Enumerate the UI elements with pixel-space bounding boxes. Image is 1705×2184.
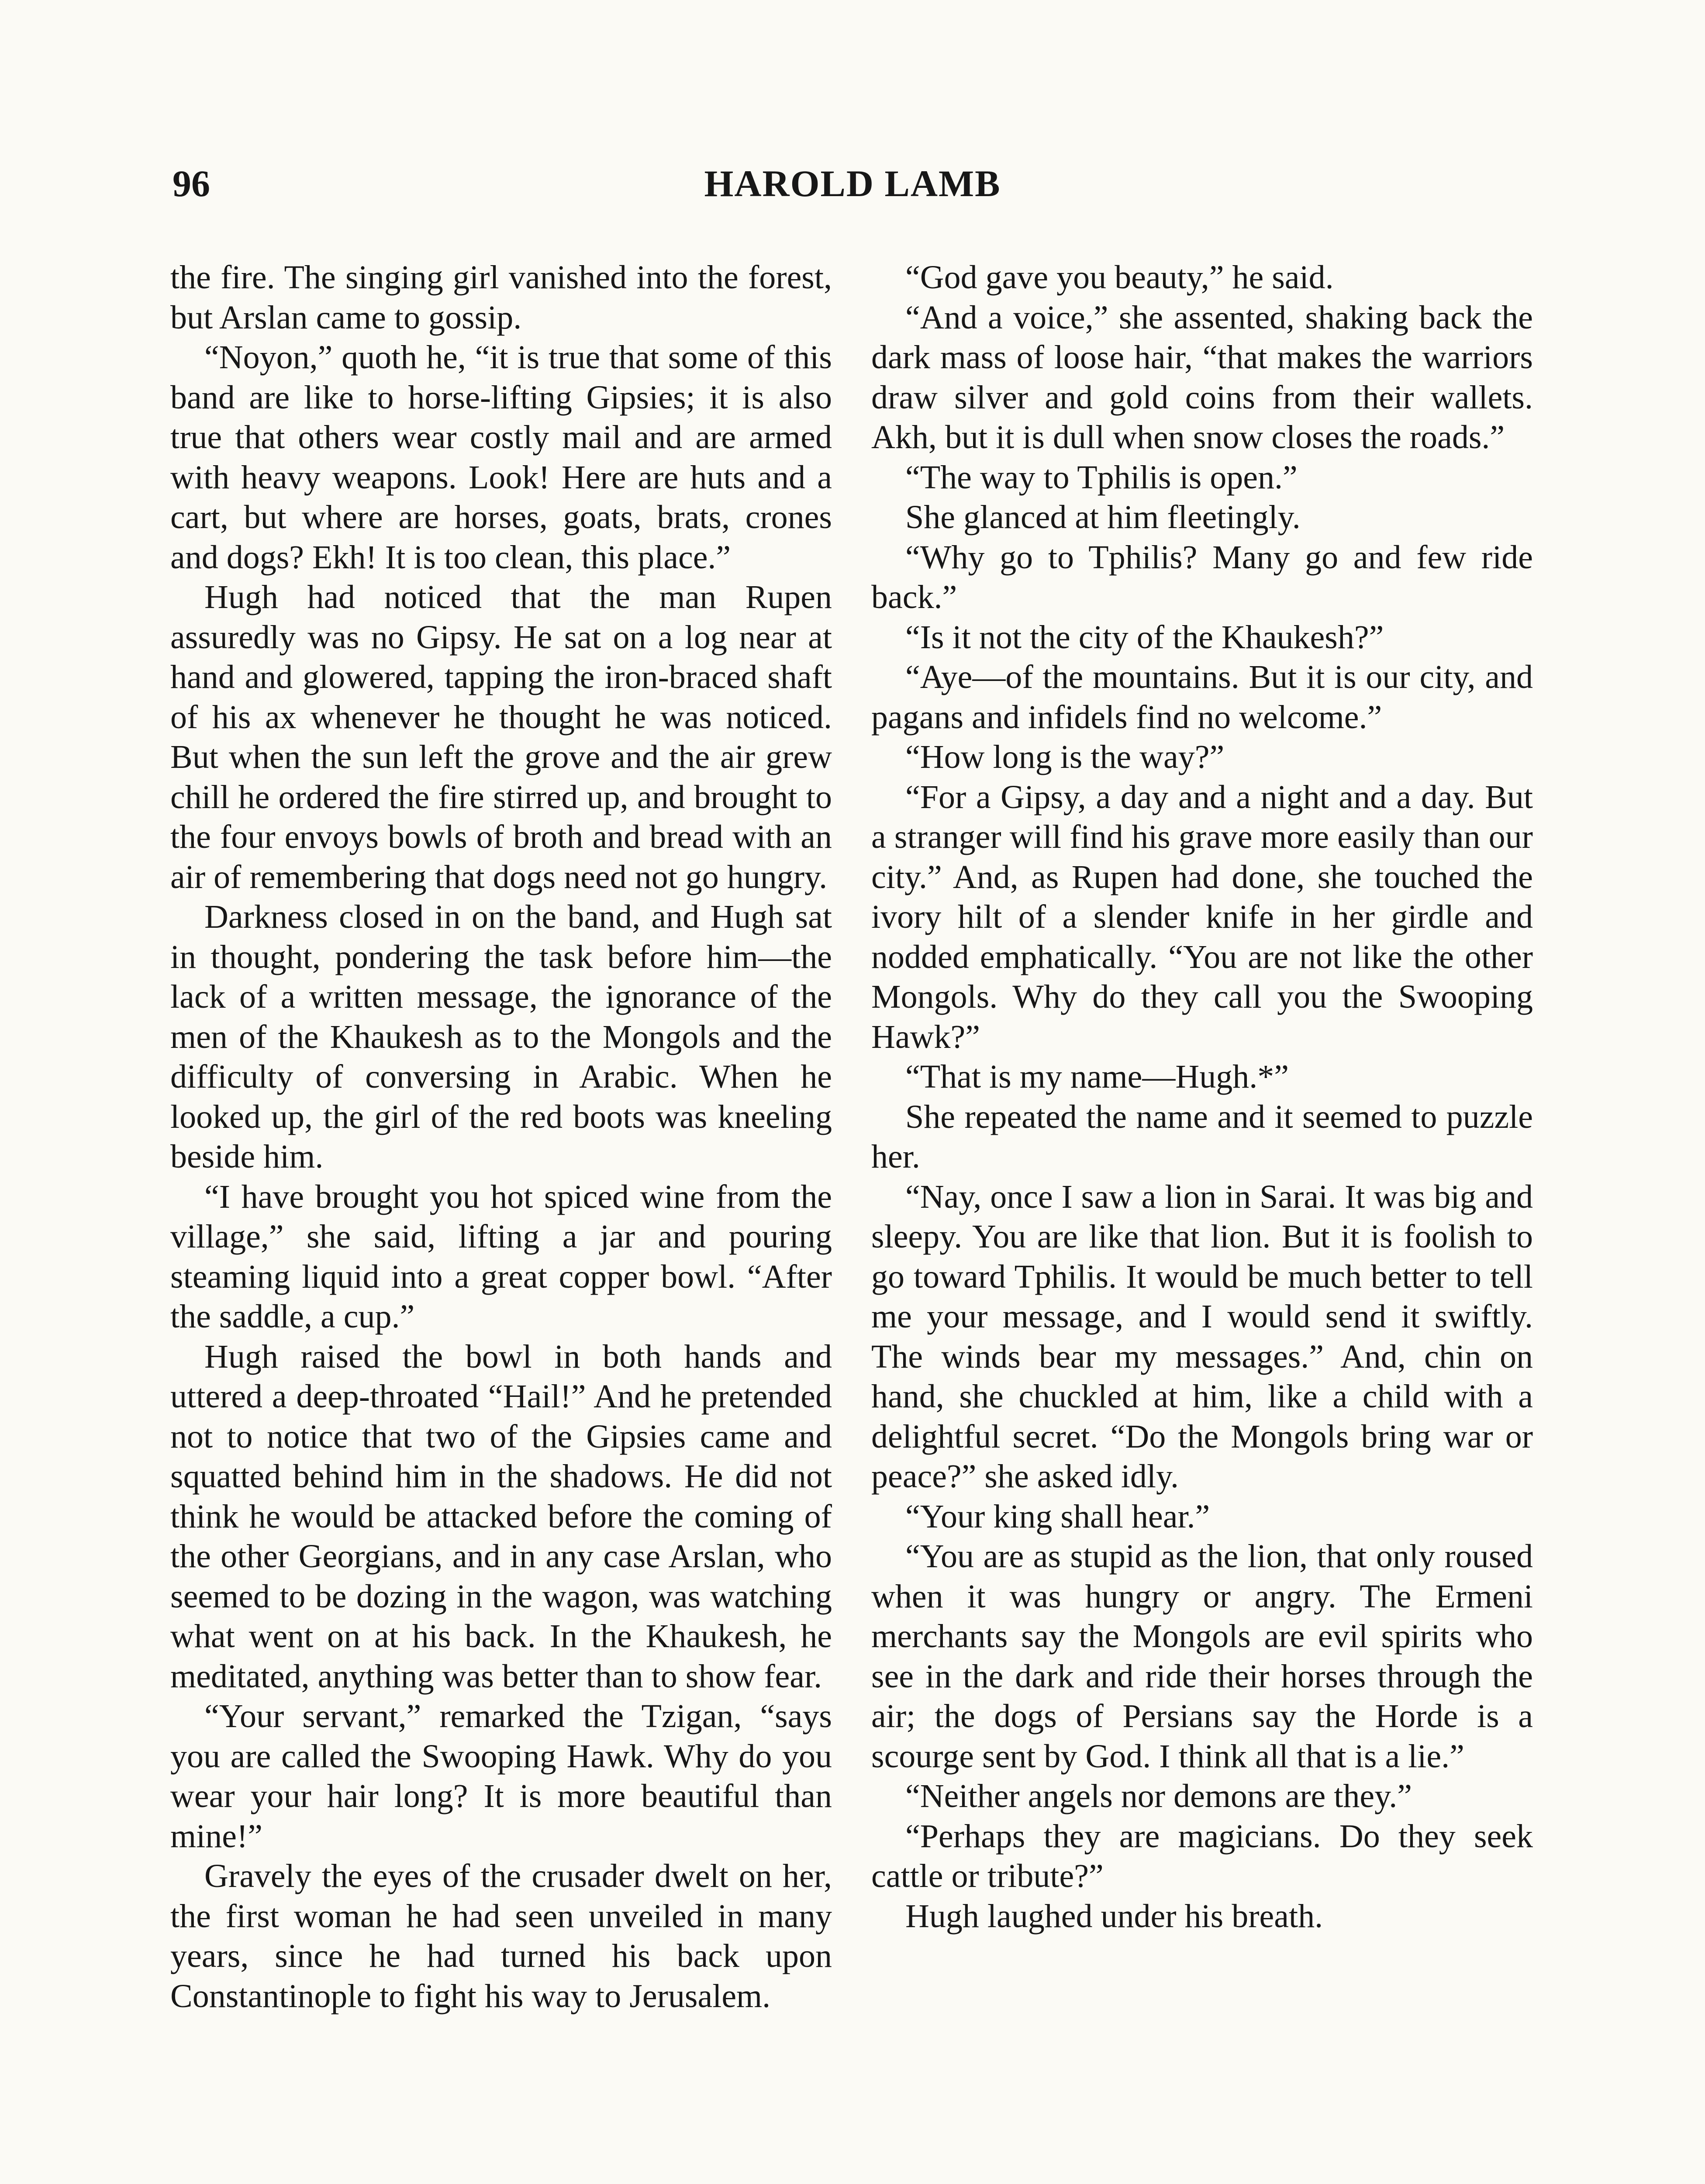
paragraph: “Is it not the city of the Khaukesh?”: [905, 619, 1384, 656]
running-head: HAROLD LAMB: [704, 162, 1001, 204]
paragraph: “You are as stupid as the lion, that only roused when it was hungry or angry. The Ermeni merchants say the Mongols are evil spirits who see in the dark and ride their horses through the air; the dogs of Persians say the Horde is a scourge sent by God. I think all that is a lie.”: [871, 1538, 1533, 1775]
paragraph: “Perhaps they are magicians. Do they seek cattle or tribute?”: [871, 1818, 1533, 1894]
paragraph: the fire. The singing girl vanished into the forest, but Arslan came to gossip.: [170, 259, 832, 336]
paragraph: “How long is the way?”: [905, 739, 1225, 775]
page-number: 96: [173, 162, 210, 204]
paragraph: Hugh laughed under his breath.: [905, 1897, 1323, 1935]
paragraph: “That is my name—Hugh.*”: [905, 1058, 1289, 1095]
paragraph: “Aye—of the mountains. But it is our city, and pagans and infidels find no welcome.”: [871, 659, 1533, 736]
right-column: [871, 258, 1533, 1936]
paragraph: Hugh had noticed that the man Rupen assuredly was no Gipsy. He sat on a log near at hand and glowered, tapping the iron-braced shaft of his ax whenever he thought he was noticed. But when the sun left the grove and the air grew chill he ordered the fire stirred up, and brought to the four envoys bowls of broth and bread with an air of remembering that dogs need not go hungry.: [170, 579, 832, 895]
paragraph: “Your king shall hear.”: [905, 1498, 1210, 1535]
paragraph: “Why go to Tphilis? Many go and few ride back.”: [871, 539, 1533, 615]
paragraph: Hugh raised the bowl in both hands and uttered a deep-throated “Hail!” And he pretended not to notice that two of the Gipsies came and squatted behind him in the shadows. He did not think he would be attacked before the coming of the other Georgians, and in any case Arslan, who seemed to be dozing in the wagon, was watching what went on at his back. In the Khaukesh, he meditated, anything was better than to show fear.: [170, 1338, 832, 1695]
paragraph: “Neither angels nor demons are they.”: [905, 1778, 1412, 1814]
paragraph: “I have brought you hot spiced wine from the village,” she said, lifting a jar and pouring steaming liquid into a great copper bowl. “After the saddle, a cup.”: [170, 1178, 832, 1335]
paragraph: “For a Gipsy, a day and a night and a day. But a stranger will find his grave more easily than our city.” And, as Rupen had done, she touched the ivory hilt of a slender knife in her girdle and nodded emphatically. “You are not like the other Mongols. Why do they call you the Swooping Hawk?”: [871, 778, 1533, 1055]
paragraph: “Your servant,” remarked the Tzigan, “says you are called the Swooping Hawk. Why do you wear your hair long? It is more beautiful than mine!”: [170, 1698, 832, 1855]
left-column: [170, 258, 832, 2016]
paragraph: “Noyon,” quoth he, “it is true that some of this band are like to horse-lifting Gipsies; it is also true that others wear costly mail and are armed with heavy weapons. Look! Here are huts and a cart, but where are horses, goats, brats, crones and dogs? Ekh! It is too clean, this place.”: [170, 339, 832, 576]
paragraph: “Nay, once I saw a lion in Sarai. It was big and sleepy. You are like that lion. But it is foolish to go toward Tphilis. It would be much better to tell me your message, and I would send it swiftly. The winds bear my messages.” And, chin on hand, she chuckled at him, like a child with a delightful secret. “Do the Mongols bring war or peace?” she asked idly.: [871, 1178, 1533, 1495]
paragraph: She glanced at him fleetingly.: [905, 499, 1301, 536]
paragraph: She repeated the name and it seemed to puzzle her.: [871, 1098, 1533, 1175]
paragraph: “And a voice,” she assented, shaking back the dark mass of loose hair, “that makes the warriors draw silver and gold coins from their wallets. Akh, but it is dull when snow closes the roads.”: [871, 299, 1533, 456]
paragraph: Darkness closed in on the band, and Hugh sat in thought, pondering the task before him—the lack of a written message, the ignorance of the men of the Khaukesh as to the Mongols and the difficulty of conversing in Arabic. When he looked up, the girl of the red boots was kneeling beside him.: [170, 898, 832, 1175]
paragraph: “God gave you beauty,” he said.: [905, 259, 1334, 296]
page-header: [0, 162, 1705, 227]
paragraph: “The way to Tphilis is open.”: [905, 459, 1298, 496]
paragraph: Gravely the eyes of the crusader dwelt on her, the first woman he had seen unveiled in many years, since he had turned his back upon Constantinople to fight his way to Jerusalem.: [170, 1858, 832, 2015]
